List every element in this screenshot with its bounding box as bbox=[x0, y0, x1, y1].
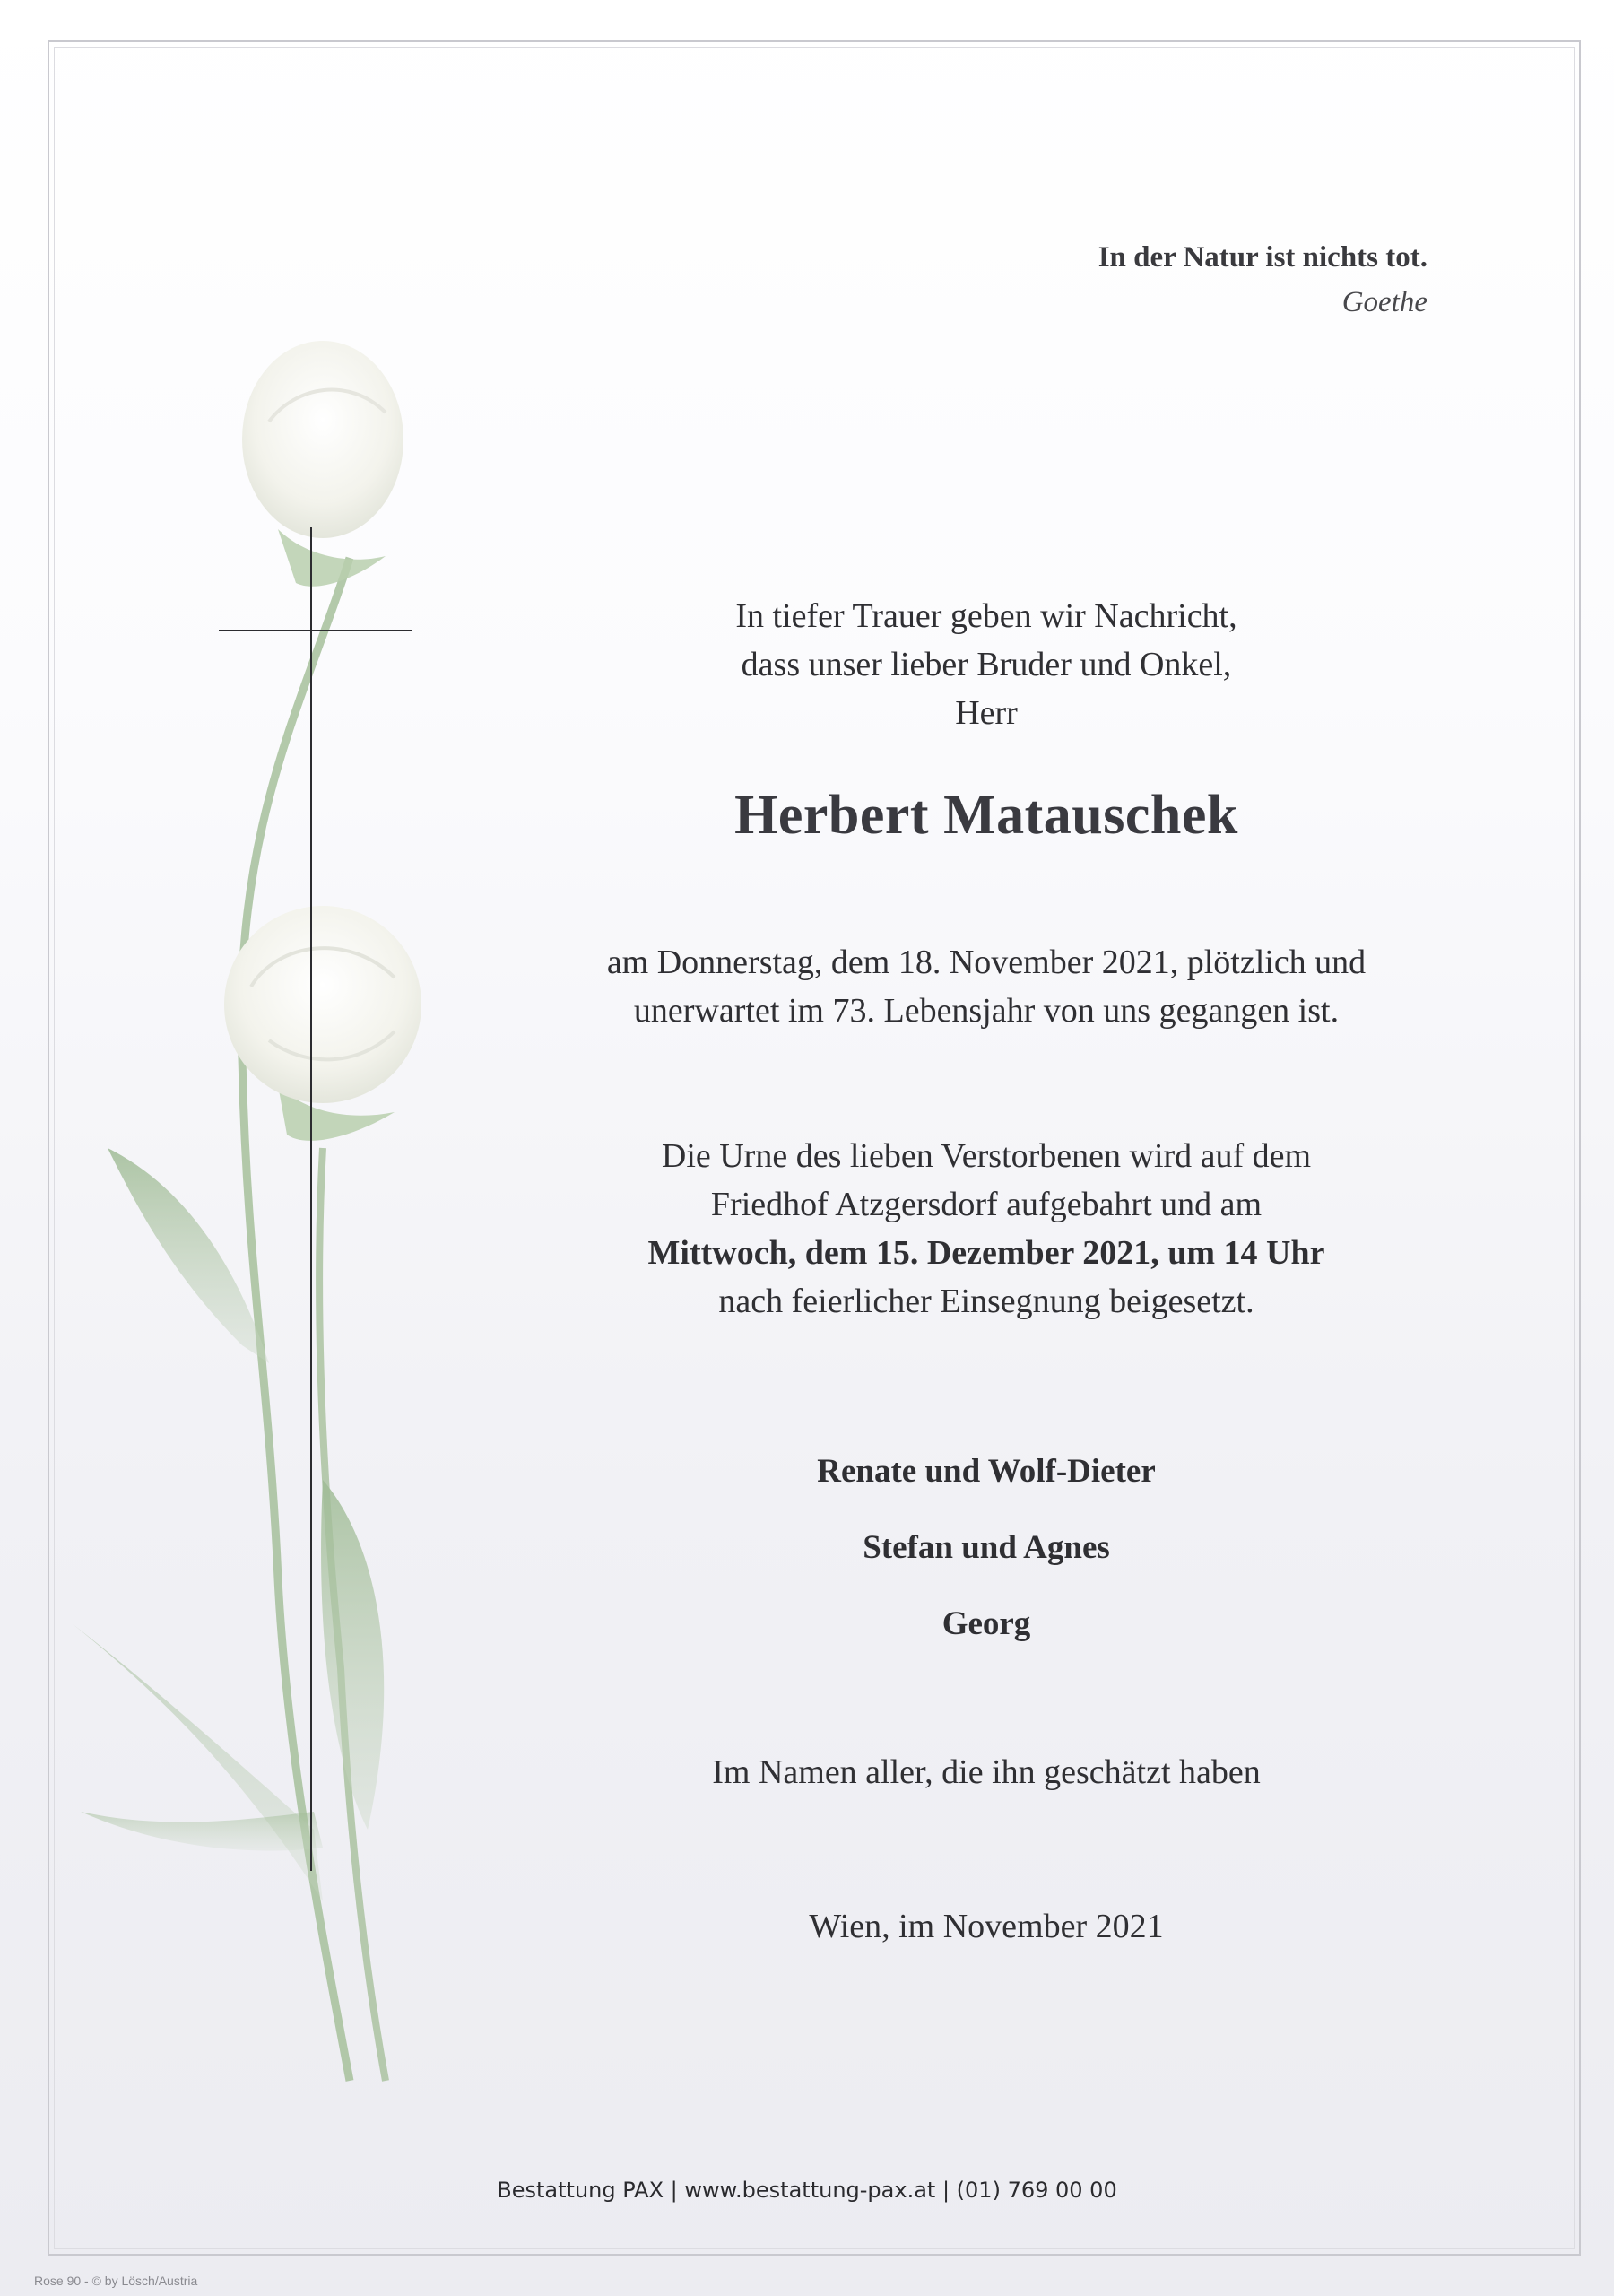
mourner-name: Georg bbox=[941, 1605, 1031, 1642]
rose-bloom-lower bbox=[224, 906, 421, 1103]
leaf-left-bottom bbox=[81, 1812, 323, 1851]
cross-horizontal-bar bbox=[219, 630, 412, 631]
mourners-list bbox=[538, 1433, 1435, 1662]
burial-line: Die Urne des lieben Verstorbenen wird auf dem bbox=[661, 1137, 1312, 1175]
obituary-content bbox=[538, 592, 1435, 1951]
epigraph-author: Goethe bbox=[1341, 286, 1427, 318]
funeral-home-footer: Bestattung PAX | www.bestattung-pax.at | (01) 769 00 00 bbox=[497, 2178, 1117, 2203]
burial-line: nach feierlicher Einsegnung beigesetzt. bbox=[718, 1283, 1254, 1320]
burial-date: Mittwoch, dem 15. Dezember 2021, um 14 Uhr bbox=[647, 1234, 1325, 1272]
intro-line: Herr bbox=[955, 694, 1018, 732]
leaf-large-center bbox=[321, 1480, 384, 1830]
white-rose-illustration bbox=[54, 323, 520, 2099]
epigraph-text: In der Natur ist nichts tot. bbox=[1098, 241, 1427, 274]
sepal-upper bbox=[278, 529, 386, 587]
death-notice bbox=[538, 938, 1435, 1035]
intro-text bbox=[538, 592, 1435, 737]
closing-line: Im Namen aller, die ihn geschätzt haben bbox=[712, 1753, 1261, 1791]
burial-line: Friedhof Atzgersdorf aufgebahrt und am bbox=[710, 1186, 1263, 1223]
mourner-name: Renate und Wolf-Dieter bbox=[817, 1453, 1156, 1490]
death-line: unerwartet im 73. Lebensjahr von uns gegangen ist. bbox=[633, 992, 1340, 1030]
place-date: Wien, im November 2021 bbox=[809, 1908, 1164, 1945]
intro-line: In tiefer Trauer geben wir Nachricht, bbox=[735, 597, 1237, 635]
rose-bud-upper bbox=[242, 341, 404, 538]
death-line: am Donnerstag, dem 18. November 2021, plötzlich und bbox=[606, 944, 1367, 981]
deceased-name: Herbert Matauschek bbox=[734, 785, 1238, 846]
epigraph bbox=[800, 235, 1427, 325]
intro-line: dass unser lieber Bruder und Onkel, bbox=[741, 646, 1232, 683]
image-copyright: Rose 90 - © by Lösch/Austria bbox=[34, 2274, 198, 2288]
burial-notice bbox=[538, 1132, 1435, 1326]
cross-vertical-bar bbox=[310, 527, 312, 1871]
mourner-name: Stefan und Agnes bbox=[863, 1529, 1110, 1566]
